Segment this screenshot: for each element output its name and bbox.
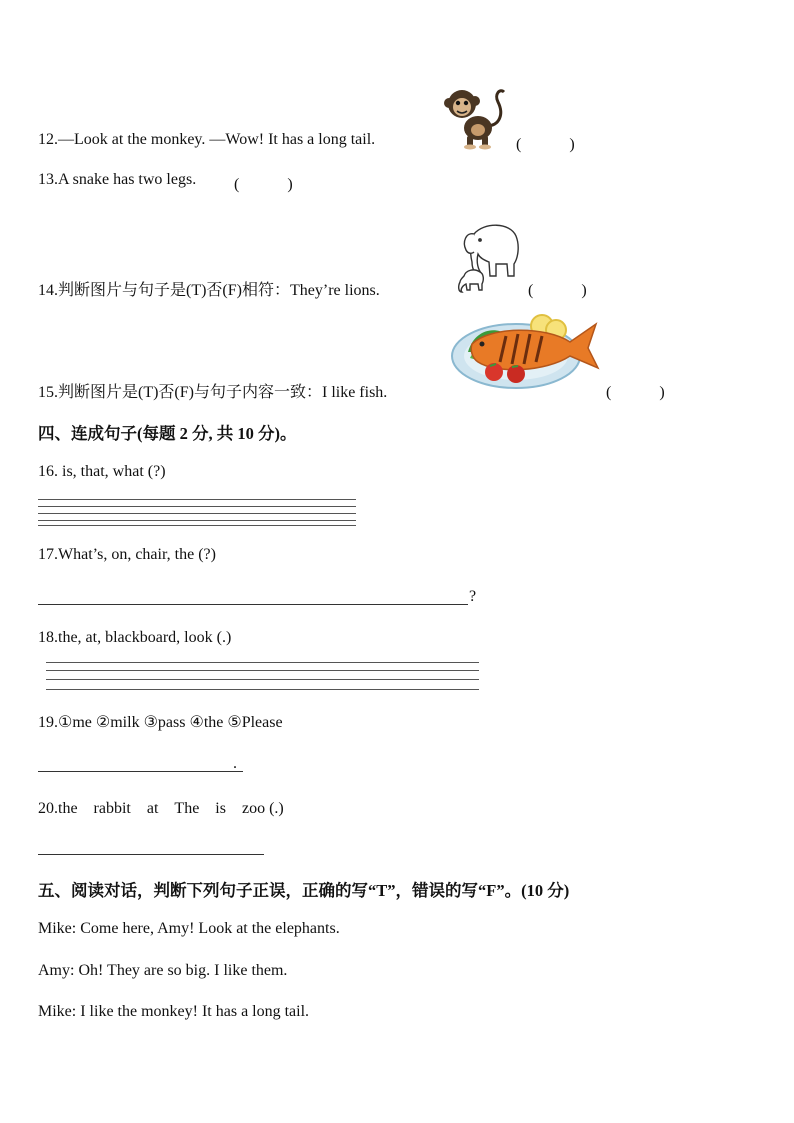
question-18: 18.the, at, blackboard, look (.) [38,629,232,646]
fish-dish-icon [450,312,602,392]
section-4-heading: 四、连成句子(每题 2 分, 共 10 分)。 [38,424,297,443]
writing-line[interactable] [46,670,479,671]
answer-end-17: ? [469,588,477,605]
elephants-icon [444,214,524,294]
writing-line[interactable] [46,689,479,690]
writing-line[interactable] [38,513,356,514]
question-20: 20.the rabbit at The is zoo (.) [38,800,284,817]
writing-line[interactable] [46,662,479,663]
question-13: 13.A snake has two legs. [38,171,197,188]
writing-line[interactable] [38,525,356,526]
answer-blank-13[interactable]: ( ) [234,176,293,193]
answer-blank-15[interactable]: ( ) [606,384,665,401]
question-12: 12.—Look at the monkey. —Wow! It has a long tail. [38,131,376,148]
question-17: 17.What’s, on, chair, the (?) [38,546,216,563]
answer-line-19[interactable] [38,771,243,772]
monkey-icon [442,86,508,150]
writing-line[interactable] [46,679,479,680]
section-5-heading: 五、阅读对话，判断下列句子正误，正确的写“T”，错误的写“F”。(10 分) [38,881,570,900]
dialogue-line-3: Mike: I like the monkey! It has a long tail. [38,1003,310,1020]
dialogue-line-1: Mike: Come here, Amy! Look at the elephants. [38,920,340,937]
question-15: 15.判断图片是(T)否(F)与句子内容一致：I like fish. [38,384,388,401]
writing-line[interactable] [38,520,356,521]
answer-end-19: . [233,755,237,772]
question-16: 16. is, that, what (?) [38,463,166,480]
question-19: 19.①me ②milk ③pass ④the ⑤Please [38,714,283,731]
writing-line[interactable] [38,499,356,500]
writing-line[interactable] [38,506,356,507]
answer-blank-12[interactable]: ( ) [516,136,575,153]
answer-line-20[interactable] [38,854,264,855]
question-14: 14.判断图片与句子是(T)否(F)相符：They’re lions. [38,282,380,299]
dialogue-line-2: Amy: Oh! They are so big. I like them. [38,962,288,979]
answer-line-17[interactable] [38,604,468,605]
answer-blank-14[interactable]: ( ) [528,282,587,299]
